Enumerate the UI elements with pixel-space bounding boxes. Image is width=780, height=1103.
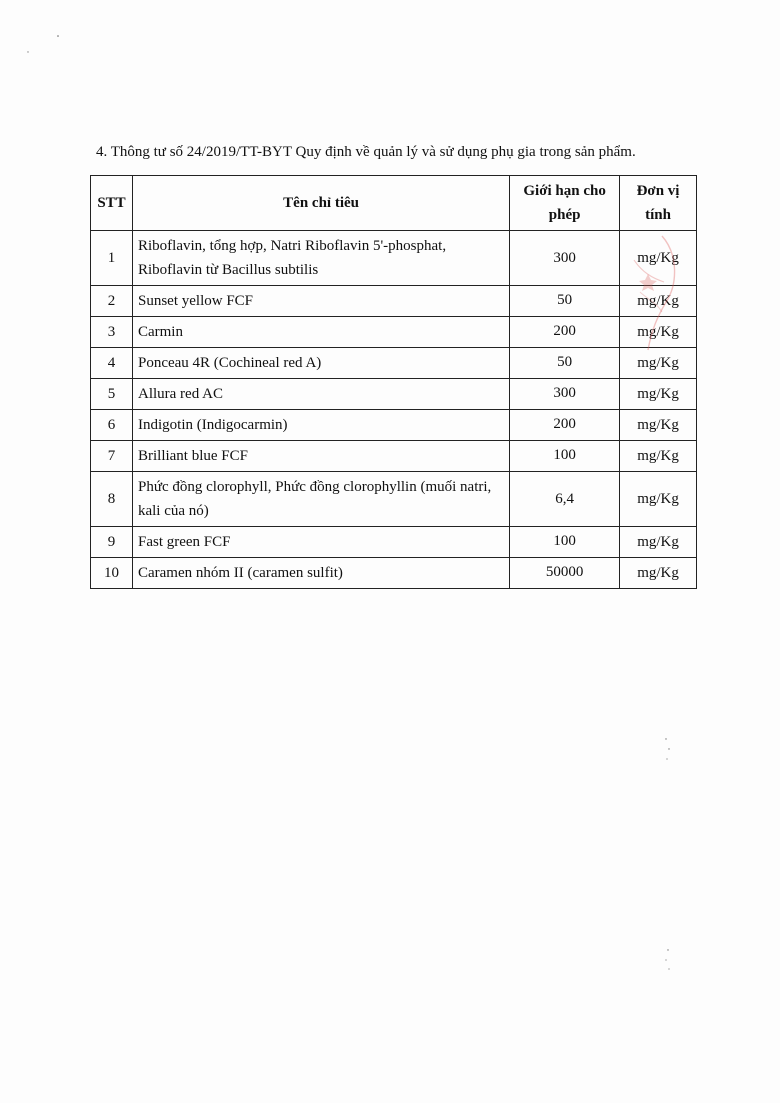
cell-limit: 100 bbox=[510, 441, 620, 472]
cell-stt: 8 bbox=[91, 472, 133, 527]
cell-unit: mg/Kg bbox=[620, 348, 697, 379]
table-row bbox=[91, 286, 697, 317]
scan-speck-icon bbox=[660, 945, 676, 975]
cell-unit: mg/Kg bbox=[620, 286, 697, 317]
cell-name: Riboflavin, tổng hợp, Natri Riboflavin 5'-phosphat, Riboflavin từ Bacillus subtilis bbox=[132, 231, 509, 286]
cell-limit: 6,4 bbox=[510, 472, 620, 527]
cell-limit: 50 bbox=[510, 348, 620, 379]
cell-stt: 2 bbox=[91, 286, 133, 317]
table-row bbox=[91, 558, 697, 589]
table-row bbox=[91, 317, 697, 348]
header-name: Tên chỉ tiêu bbox=[132, 176, 509, 231]
table-row bbox=[91, 348, 697, 379]
cell-limit: 300 bbox=[510, 379, 620, 410]
table-header-row bbox=[91, 176, 697, 231]
cell-stt: 4 bbox=[91, 348, 133, 379]
cell-unit: mg/Kg bbox=[620, 317, 697, 348]
cell-unit: mg/Kg bbox=[620, 558, 697, 589]
cell-stt: 10 bbox=[91, 558, 133, 589]
cell-stt: 1 bbox=[91, 231, 133, 286]
section-heading: 4. Thông tư số 24/2019/TT-BYT Quy định về quản lý và sử dụng phụ gia trong sản phẩm. bbox=[96, 144, 636, 160]
cell-unit: mg/Kg bbox=[620, 410, 697, 441]
cell-unit: mg/Kg bbox=[620, 472, 697, 527]
cell-stt: 7 bbox=[91, 441, 133, 472]
cell-name: Fast green FCF bbox=[132, 527, 509, 558]
table-row bbox=[91, 441, 697, 472]
cell-name: Sunset yellow FCF bbox=[132, 286, 509, 317]
header-limit: Giới hạn cho phép bbox=[510, 176, 620, 231]
cell-limit: 200 bbox=[510, 410, 620, 441]
cell-limit: 50 bbox=[510, 286, 620, 317]
cell-stt: 5 bbox=[91, 379, 133, 410]
cell-name: Indigotin (Indigocarmin) bbox=[132, 410, 509, 441]
table-row bbox=[91, 231, 697, 286]
cell-name: Carmin bbox=[132, 317, 509, 348]
cell-limit: 100 bbox=[510, 527, 620, 558]
cell-unit: mg/Kg bbox=[620, 441, 697, 472]
cell-limit: 200 bbox=[510, 317, 620, 348]
cell-unit: mg/Kg bbox=[620, 527, 697, 558]
table-row bbox=[91, 472, 697, 527]
cell-name: Allura red AC bbox=[132, 379, 509, 410]
cell-stt: 6 bbox=[91, 410, 133, 441]
table-row bbox=[91, 379, 697, 410]
cell-unit: mg/Kg bbox=[620, 231, 697, 286]
cell-limit: 50000 bbox=[510, 558, 620, 589]
cell-name: Caramen nhóm II (caramen sulfit) bbox=[132, 558, 509, 589]
cell-stt: 3 bbox=[91, 317, 133, 348]
cell-stt: 9 bbox=[91, 527, 133, 558]
cell-limit: 300 bbox=[510, 231, 620, 286]
cell-name: Ponceau 4R (Cochineal red A) bbox=[132, 348, 509, 379]
cell-unit: mg/Kg bbox=[620, 379, 697, 410]
table-row bbox=[91, 410, 697, 441]
cell-name: Brilliant blue FCF bbox=[132, 441, 509, 472]
table-row bbox=[91, 527, 697, 558]
scan-speck-icon bbox=[20, 30, 70, 60]
header-unit: Đơn vị tính bbox=[620, 176, 697, 231]
scan-speck-icon bbox=[660, 735, 676, 765]
additive-limits-table bbox=[90, 175, 697, 589]
cell-name: Phức đồng clorophyll, Phức đồng clorophyllin (muối natri, kali của nó) bbox=[132, 472, 509, 527]
header-stt: STT bbox=[91, 176, 133, 231]
